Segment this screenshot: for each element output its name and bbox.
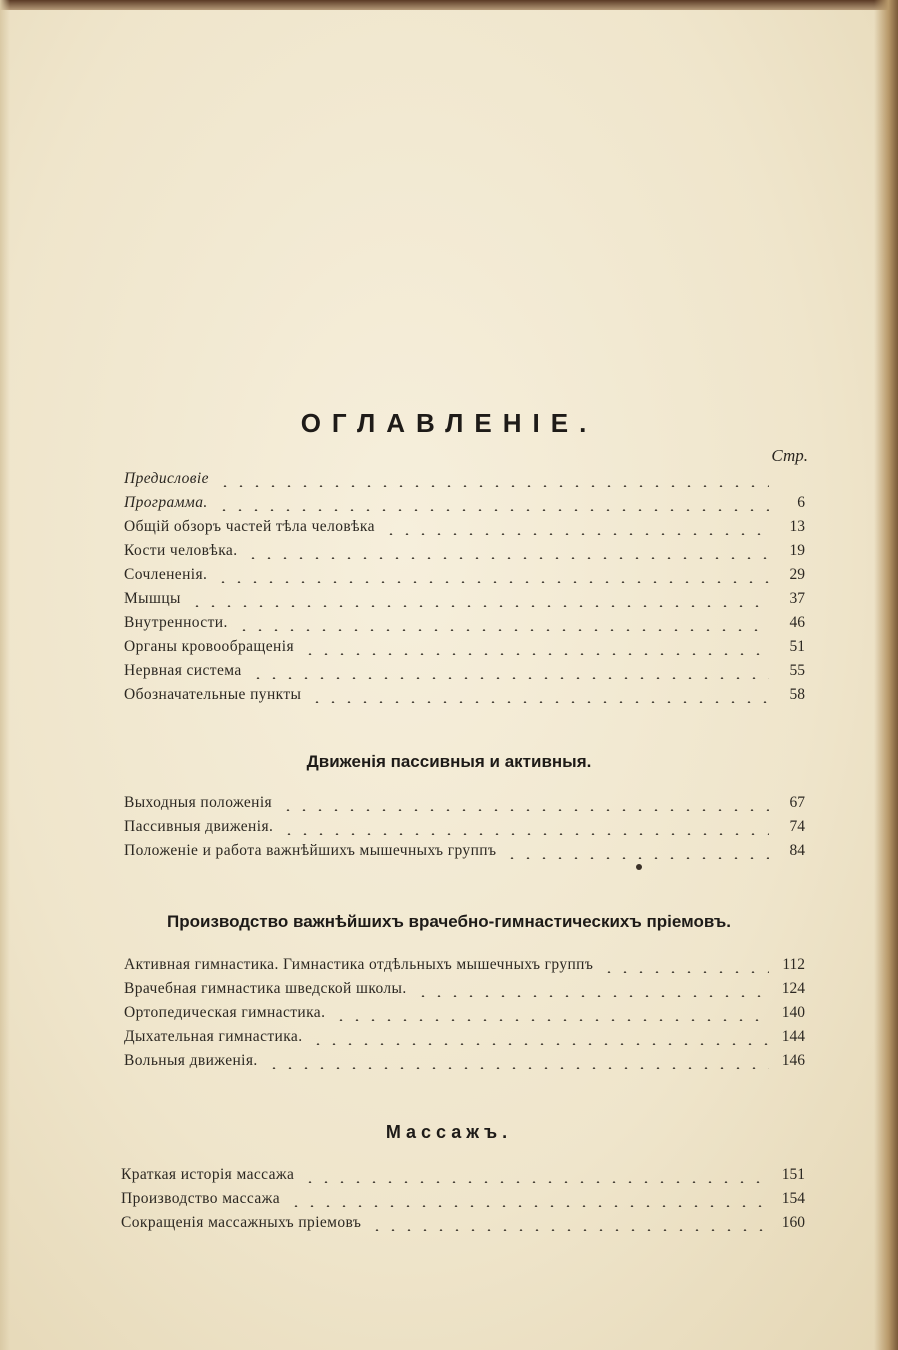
page-top-edge bbox=[0, 0, 898, 10]
dot-leader bbox=[309, 701, 769, 703]
toc-entry-page: 55 bbox=[789, 662, 805, 679]
toc-entry-label: Пассивныя движенія. bbox=[124, 818, 274, 835]
toc-entry[interactable] bbox=[124, 566, 805, 590]
toc-entry-label: Сокращенія массажныхъ пріемовъ bbox=[121, 1214, 362, 1231]
toc-entry-label: Выходныя положенія bbox=[124, 794, 273, 811]
toc-entry[interactable] bbox=[121, 1166, 805, 1190]
toc-entry[interactable] bbox=[124, 542, 805, 566]
toc-entry[interactable] bbox=[124, 662, 805, 686]
dot-leader bbox=[215, 581, 769, 583]
section-heading: Массажъ. bbox=[385, 1122, 513, 1142]
dot-leader bbox=[333, 1019, 769, 1021]
toc-block-gymnastics bbox=[124, 956, 805, 1076]
dot-leader bbox=[266, 1067, 769, 1069]
toc-entry-label: Производство массажа bbox=[121, 1190, 281, 1207]
toc-entry-page: 144 bbox=[781, 1028, 805, 1045]
toc-entry[interactable] bbox=[124, 614, 805, 638]
toc-entry[interactable] bbox=[124, 842, 805, 866]
toc-entry[interactable] bbox=[124, 1028, 805, 1052]
toc-entry-page: 154 bbox=[781, 1190, 805, 1207]
dot-leader bbox=[310, 1043, 769, 1045]
toc-entry-page: 58 bbox=[789, 686, 805, 703]
toc-entry[interactable] bbox=[121, 1214, 805, 1238]
toc-entry-page: 37 bbox=[789, 590, 805, 607]
page-left-edge bbox=[0, 0, 10, 1350]
toc-entry-page: 74 bbox=[789, 818, 805, 835]
dot-leader bbox=[369, 1229, 769, 1231]
toc-entry[interactable] bbox=[124, 590, 805, 614]
toc-entry-label: Сочлененія. bbox=[124, 566, 208, 583]
dot-leader bbox=[383, 533, 769, 535]
toc-entry-label: Краткая исторія массажа bbox=[121, 1166, 295, 1183]
dot-leader bbox=[288, 1205, 769, 1207]
section-heading: Движенія пассивныя и активныя. bbox=[306, 752, 592, 771]
toc-entry-label: Мышцы bbox=[124, 590, 181, 607]
toc-entry[interactable] bbox=[124, 518, 805, 542]
dot-leader bbox=[302, 653, 769, 655]
toc-entry[interactable] bbox=[124, 638, 805, 662]
toc-entry-label: Ортопедическая гимнастика. bbox=[124, 1004, 326, 1021]
dot-leader bbox=[601, 971, 769, 973]
toc-entry-page: 46 bbox=[789, 614, 805, 631]
dot-leader bbox=[504, 857, 769, 859]
toc-entry[interactable] bbox=[124, 1052, 805, 1076]
toc-entry[interactable] bbox=[124, 470, 805, 494]
toc-entry-label: Обозначательные пункты bbox=[124, 686, 302, 703]
toc-entry-page: 84 bbox=[789, 842, 805, 859]
toc-entry-label: Кости человѣка. bbox=[124, 542, 238, 559]
dot-leader bbox=[280, 809, 769, 811]
ink-blot bbox=[636, 864, 642, 870]
dot-leader bbox=[302, 1181, 769, 1183]
toc-entry-page: 19 bbox=[789, 542, 805, 559]
toc-entry[interactable] bbox=[124, 980, 805, 1004]
toc-entry[interactable] bbox=[124, 956, 805, 980]
toc-entry-page: 146 bbox=[781, 1052, 805, 1069]
toc-block-massage bbox=[121, 1166, 805, 1238]
toc-entry-page: 140 bbox=[781, 1004, 805, 1021]
toc-entry-label: Предисловіе bbox=[124, 470, 209, 487]
dot-leader bbox=[217, 485, 769, 487]
dot-leader bbox=[281, 833, 769, 835]
toc-entry[interactable] bbox=[124, 686, 805, 710]
toc-entry-page: 29 bbox=[789, 566, 805, 583]
page-column-label: Стр. bbox=[771, 446, 808, 465]
dot-leader bbox=[245, 557, 769, 559]
toc-entry-page: 6 bbox=[797, 494, 805, 511]
dot-leader bbox=[250, 677, 769, 679]
toc-entry[interactable] bbox=[121, 1190, 805, 1214]
toc-entry[interactable] bbox=[124, 794, 805, 818]
toc-entry-page: 67 bbox=[789, 794, 805, 811]
toc-entry-label: Нервная система bbox=[124, 662, 242, 679]
toc-block-intro bbox=[124, 470, 805, 710]
dot-leader bbox=[189, 605, 769, 607]
toc-entry-label: Общій обзоръ частей тѣла человѣка bbox=[124, 518, 375, 535]
toc-entry-label: Органы кровообращенія bbox=[124, 638, 294, 655]
toc-entry-label: Программа. bbox=[124, 494, 208, 511]
section-heading: Производство важнѣйшихъ врачебно-гимнастическихъ пріемовъ. bbox=[167, 912, 731, 931]
toc-block-movements bbox=[124, 794, 805, 866]
toc-entry[interactable] bbox=[124, 1004, 805, 1028]
toc-entry-page: 13 bbox=[789, 518, 805, 535]
toc-entry-page: 112 bbox=[782, 956, 805, 973]
dot-leader bbox=[236, 629, 769, 631]
toc-entry-page: 160 bbox=[781, 1214, 805, 1231]
dot-leader bbox=[216, 509, 769, 511]
page-right-edge bbox=[874, 0, 898, 1350]
toc-entry-label: Врачебная гимнастика шведской школы. bbox=[124, 980, 407, 997]
toc-entry-label: Дыхательная гимнастика. bbox=[124, 1028, 303, 1045]
page-title: ОГЛАВЛЕНІЕ. bbox=[300, 408, 598, 438]
toc-entry-label: Активная гимнастика. Гимнастика отдѣльныхъ мышечныхъ группъ bbox=[124, 956, 594, 973]
toc-entry-page: 151 bbox=[781, 1166, 805, 1183]
toc-entry-page: 124 bbox=[781, 980, 805, 997]
dot-leader bbox=[415, 995, 769, 997]
toc-entry-label: Положеніе и работа важнѣйшихъ мышечныхъ группъ bbox=[124, 842, 497, 859]
toc-entry[interactable] bbox=[124, 818, 805, 842]
toc-entry[interactable] bbox=[124, 494, 805, 518]
toc-entry-label: Вольныя движенія. bbox=[124, 1052, 258, 1069]
toc-entry-page: 51 bbox=[789, 638, 805, 655]
toc-entry-label: Внутренности. bbox=[124, 614, 228, 631]
